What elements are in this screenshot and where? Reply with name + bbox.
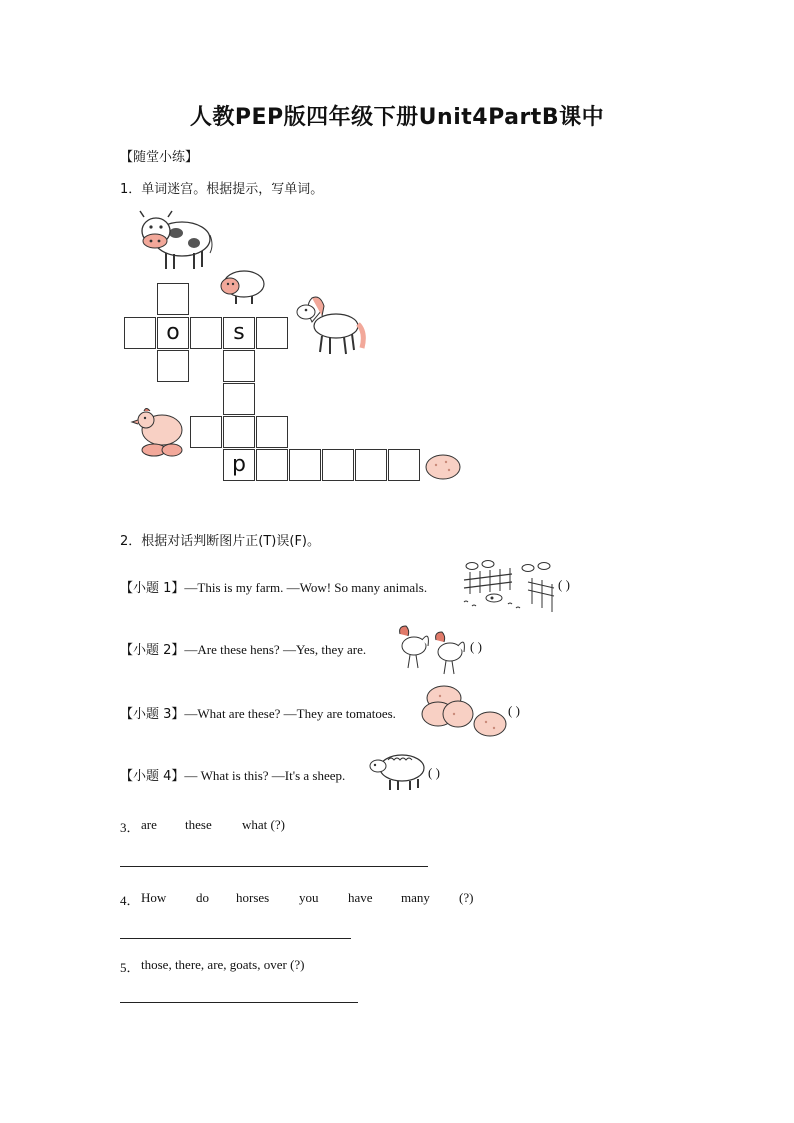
q2-item-3 <box>120 703 396 722</box>
q2-item-1-dialog: —This is my farm. —Wow! So many animals. <box>184 580 428 595</box>
q3-word: are <box>141 817 157 832</box>
crossword-cell-s: s <box>223 317 255 349</box>
horse-illustration <box>292 292 366 360</box>
q2-item-1 <box>120 577 427 596</box>
q4-word: many <box>401 890 430 905</box>
crossword-cell-p: p <box>223 449 255 481</box>
q4-word: have <box>348 890 373 905</box>
q2-item-2-dialog: —Are these hens? —Yes, they are. <box>184 642 367 657</box>
crossword-cell[interactable] <box>157 283 189 315</box>
q4-answer-line[interactable] <box>120 938 351 939</box>
q2-item-2-answer[interactable]: ( ) <box>470 639 482 654</box>
q2-item-2 <box>120 639 366 658</box>
crossword-cell[interactable] <box>223 416 255 448</box>
crossword-cell-o: o <box>157 317 189 349</box>
q1-number: 1． <box>120 182 142 197</box>
q5-text: those, there, are, goats, over (?) <box>141 957 305 972</box>
q3-word: what (?) <box>242 817 285 832</box>
q2-heading <box>120 530 320 549</box>
q4-word: How <box>141 890 167 905</box>
q2-item-4-label: 【小题 4】 <box>120 769 185 784</box>
crossword-cell[interactable] <box>256 317 288 349</box>
q4-number: 4． <box>120 893 140 908</box>
crossword-cell[interactable] <box>355 449 387 481</box>
q2-item-1-label: 【小题 1】 <box>120 581 185 596</box>
farm-animals-icon <box>458 558 558 614</box>
potatoes-icon <box>418 680 510 740</box>
cow-illustration <box>136 205 214 275</box>
roosters-icon <box>390 620 470 676</box>
q1-heading <box>120 178 323 197</box>
crossword-cell[interactable] <box>190 317 222 349</box>
sheep-picture-icon <box>366 750 428 792</box>
q5-answer-line[interactable] <box>120 1002 358 1003</box>
q4-word: do <box>196 890 209 905</box>
crossword-cell[interactable] <box>289 449 321 481</box>
q4-word: (?) <box>459 890 474 905</box>
crossword-cell[interactable] <box>388 449 420 481</box>
q2-item-4-dialog: — What is this? —It's a sheep. <box>184 768 346 783</box>
q4-word: you <box>299 890 319 905</box>
q3-answer-line[interactable] <box>120 866 428 867</box>
crossword-cell[interactable] <box>256 449 288 481</box>
crossword-cell[interactable] <box>124 317 156 349</box>
section-label: 【随堂小练】 <box>120 150 199 165</box>
q2-item-3-answer[interactable]: ( ) <box>508 703 520 718</box>
q5-number: 5． <box>120 960 140 975</box>
q2-item-4 <box>120 765 345 784</box>
crossword-cell[interactable] <box>157 350 189 382</box>
q2-number: 2． <box>120 534 142 549</box>
potato-icon <box>424 453 462 481</box>
sheep-icon <box>218 266 266 308</box>
q2-text: 根据对话判断图片正(T)误(F)。 <box>141 534 320 549</box>
q2-item-4-answer[interactable]: ( ) <box>428 765 440 780</box>
page-title: 人教PEP版四年级下册Unit4PartB课中 <box>189 105 605 130</box>
crossword-cell[interactable] <box>190 416 222 448</box>
q1-text: 单词迷宫。根据提示，写单词。 <box>141 182 324 197</box>
crossword-cell[interactable] <box>223 383 255 415</box>
hen-illustration <box>130 402 190 460</box>
q2-item-3-dialog: —What are these? —They are tomatoes. <box>184 706 396 721</box>
crossword-cell[interactable] <box>256 416 288 448</box>
q2-item-1-answer[interactable]: ( ) <box>558 577 570 592</box>
q2-item-3-label: 【小题 3】 <box>120 707 185 722</box>
crossword-cell[interactable] <box>223 350 255 382</box>
q4-word: horses <box>236 890 270 905</box>
q3-word: these <box>185 817 212 832</box>
q2-item-2-label: 【小题 2】 <box>120 643 185 658</box>
crossword-cell[interactable] <box>322 449 354 481</box>
q3-number: 3． <box>120 820 140 835</box>
